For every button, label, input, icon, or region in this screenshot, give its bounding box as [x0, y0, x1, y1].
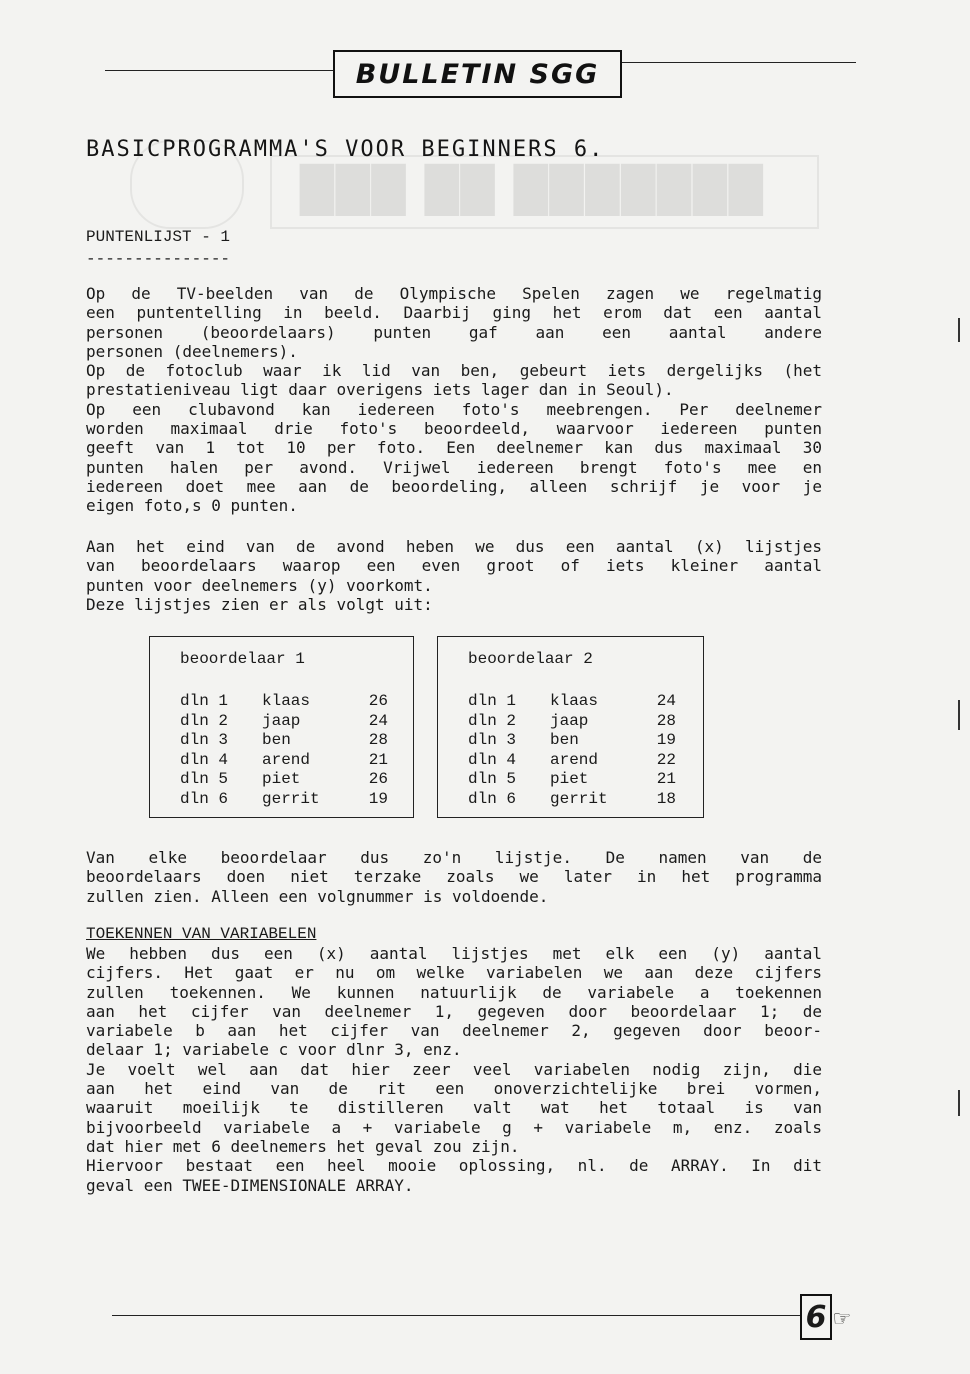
margin-mark: [958, 700, 960, 730]
top-rule-left: [105, 70, 333, 71]
margin-mark: [958, 1090, 960, 1116]
background-ghost-text: ███ ██ ███████: [300, 165, 765, 216]
text-line: Op de fotoclub waar ik lid van ben, gebeurt iets dergelijks (het: [86, 361, 822, 381]
pointing-hand-icon: ☞: [834, 1304, 850, 1334]
text-line: variabele b aan het cijfer van deelnemer 2, gegeven door beoor-: [86, 1021, 822, 1041]
text-line: geval een TWEE-DIMENSIONALE ARRAY.: [86, 1175, 414, 1195]
text-line: van beoordelaars waarop een even groot of iets kleiner aantal: [86, 556, 822, 576]
paragraph-3: [86, 848, 822, 906]
margin-mark: [958, 318, 960, 342]
top-rule-right: [618, 62, 856, 63]
table-title: beoordelaar 2: [468, 650, 593, 668]
text-line: We hebben dus een (x) aantal lijstjes met elk een (y) aantal: [86, 944, 822, 963]
table-row: dln 6 gerrit 18: [468, 789, 676, 808]
text-line: Op een clubavond kan iedereen foto's meebrengen. Per deelnemer: [86, 399, 822, 419]
text-line: punten halen per avond. Vrijwel iedereen brengt foto's mee en: [86, 457, 822, 477]
score-table-1: [149, 636, 414, 818]
text-line: een puntentelling in beeld. Daarbij ging het erom dat een aantal: [86, 303, 822, 323]
text-line: Aan het eind van de avond heben we dus een aantal (x) lijstjes: [86, 537, 822, 556]
text-line: zullen zien. Alleen een volgnummer is voldoende.: [86, 886, 549, 906]
paragraph-2: [86, 537, 822, 614]
bottom-rule: [112, 1315, 800, 1316]
text-line: punten voor deelnemers (y) voorkomt.: [86, 575, 433, 595]
text-line: aan het cijfer van deelnemer 1, gegeven door beoordelaar 1; de: [86, 1001, 822, 1021]
table-row: dln 2 jaap 28: [468, 711, 676, 730]
text-line: personen (beoordelaars) punten gaf aan een aantal andere: [86, 322, 822, 342]
section-heading: TOEKENNEN VAN VARIABELEN: [86, 925, 317, 943]
text-line: geeft van 1 tot 10 per foto. Een deelnemer kan dus maximaal 30: [86, 438, 822, 458]
table-row: dln 5 piet 26: [180, 770, 388, 788]
table-row: dln 2 jaap 24: [180, 711, 388, 730]
table-row: dln 4 arend 21: [180, 750, 388, 769]
text-line: bijvoorbeeld variabele a + variabele g + variabele m, enz. zoals: [86, 1117, 822, 1137]
text-line: Deze lijstjes zien er als volgt uit:: [86, 594, 433, 614]
text-line: prestatieniveau ligt daar overigens iets lager dan in Seoul).: [86, 380, 674, 400]
text-line: waaruit moeilijk te distilleren valt wat het totaal is van: [86, 1098, 822, 1118]
subtitle: PUNTENLIJST - 1: [86, 228, 231, 246]
text-line: Van elke beoordelaar dus zo'n lijstje. De namen van de: [86, 848, 822, 867]
page-number: 6: [800, 1294, 832, 1340]
table-row: dln 1 klaas 26: [180, 692, 388, 710]
table-row: dln 4 arend 22: [468, 750, 676, 769]
text-line: cijfers. Het gaat er nu om welke variabelen we aan deze cijfers: [86, 963, 822, 983]
text-line: Hiervoor bestaat een heel mooie oplossing, nl. de ARRAY. In dit: [86, 1156, 822, 1176]
article-title: BASICPROGRAMMA'S VOOR BEGINNERS 6.: [86, 137, 605, 162]
table-row: dln 3 ben 19: [468, 731, 676, 749]
score-table-2: [437, 636, 704, 818]
text-line: zullen toekennen. We kunnen natuurlijk de variabele a toekennen: [86, 982, 822, 1002]
text-line: beoordelaars doen niet terzake zoals we later in het programma: [86, 867, 822, 887]
table-row: dln 3 ben 28: [180, 731, 388, 749]
subtitle-underline: ---------------: [86, 250, 231, 268]
text-line: dat hier met 6 deelnemers het geval zou zijn.: [86, 1136, 520, 1156]
table-row: dln 6 gerrit 19: [180, 789, 388, 808]
text-line: delaar 1; variabele c voor dlnr 3, enz.: [86, 1040, 462, 1060]
text-line: eigen foto,s 0 punten.: [86, 496, 298, 516]
text-line: Je voelt wel aan dat hier zeer veel variabelen nodig zijn, die: [86, 1059, 822, 1079]
paragraph-4: [86, 944, 822, 1195]
table-row: dln 5 piet 21: [468, 770, 676, 788]
text-line: personen (deelnemers).: [86, 341, 298, 361]
text-line: Op de TV-beelden van de Olympische Spelen zagen we regelmatig: [86, 284, 822, 303]
masthead-logo: BULLETIN SGG: [333, 50, 622, 98]
table-title: beoordelaar 1: [180, 650, 305, 668]
text-line: iedereen doet mee aan de beoordeling, alleen schrijf je voor je: [86, 476, 822, 496]
text-line: worden maximaal drie foto's beoordeeld, waarvoor iedereen punten: [86, 419, 822, 439]
text-line: aan het eind van de rit een onoverzichtelijke brei vormen,: [86, 1079, 822, 1099]
paragraph-1: [86, 284, 822, 516]
table-row: dln 1 klaas 24: [468, 692, 676, 710]
